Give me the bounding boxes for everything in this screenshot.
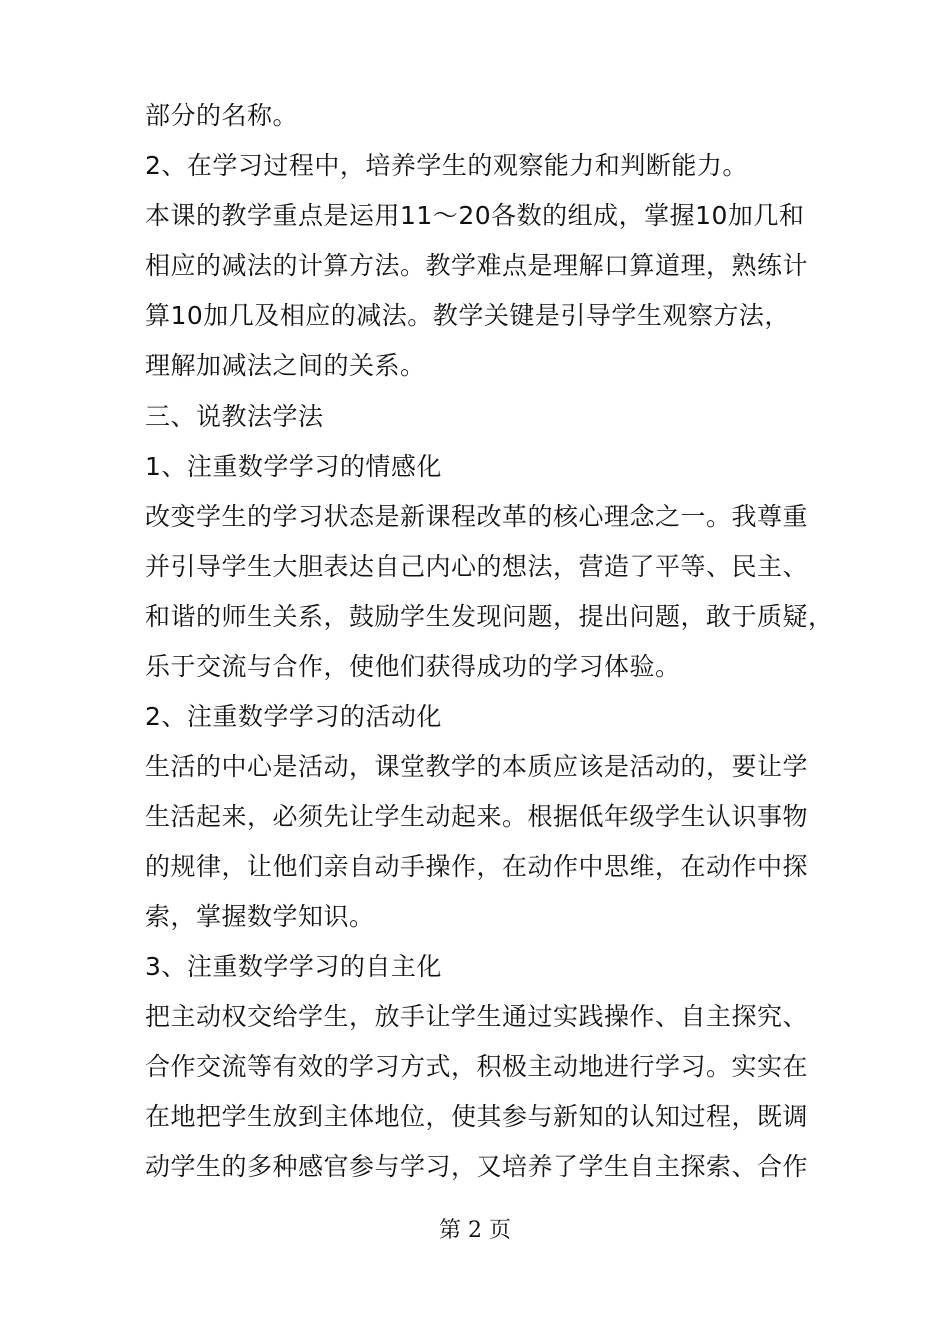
- section-heading: 三、说教法学法: [145, 402, 324, 431]
- text-line: 部分的名称。: [145, 101, 299, 130]
- text-line: 生活起来，必须先让学生动起来。根据低年级学生认识事物: [145, 802, 809, 831]
- text-line: 生活的中心是活动，课堂教学的本质应该是活动的，要让学: [145, 752, 809, 781]
- text-line: 的规律，让他们亲自动手操作，在动作中思维，在动作中探: [145, 852, 809, 881]
- text-line: 算10加几及相应的减法。教学关键是引导学生观察方法，: [145, 301, 790, 330]
- text-line: 在地把学生放到主体地位，使其参与新知的认知过程，既调: [145, 1102, 809, 1131]
- page-number: 第 2 页: [439, 1218, 511, 1243]
- subsection-heading: 2、注重数学学习的活动化: [145, 702, 442, 731]
- text-line: 把主动权交给学生，放手让学生通过实践操作、自主探究、: [145, 1002, 809, 1031]
- text-line: 和谐的师生关系，鼓励学生发现问题，提出问题，敢于质疑，: [145, 602, 834, 631]
- subsection-heading: 3、注重数学学习的自主化: [145, 952, 442, 981]
- text-line: 相应的减法的计算方法。教学难点是理解口算道理，熟练计: [145, 251, 809, 280]
- text-line: 改变学生的学习状态是新课程改革的核心理念之一。我尊重: [145, 502, 809, 531]
- text-line: 并引导学生大胆表达自己内心的想法，营造了平等、民主、: [145, 552, 809, 581]
- text-line: 2、在学习过程中，培养学生的观察能力和判断能力。: [145, 151, 748, 180]
- text-line: 本课的教学重点是运用11～20各数的组成，掌握10加几和: [145, 201, 805, 230]
- text-line: 动学生的多种感官参与学习，又培养了学生自主探索、合作: [145, 1152, 809, 1181]
- text-line: 索，掌握数学知识。: [145, 902, 375, 931]
- text-line: 乐于交流与合作，使他们获得成功的学习体验。: [145, 652, 681, 681]
- text-line: 合作交流等有效的学习方式，积极主动地进行学习。实实在: [145, 1052, 809, 1081]
- subsection-heading: 1、注重数学学习的情感化: [145, 452, 442, 481]
- text-line: 理解加减法之间的关系。: [145, 351, 426, 380]
